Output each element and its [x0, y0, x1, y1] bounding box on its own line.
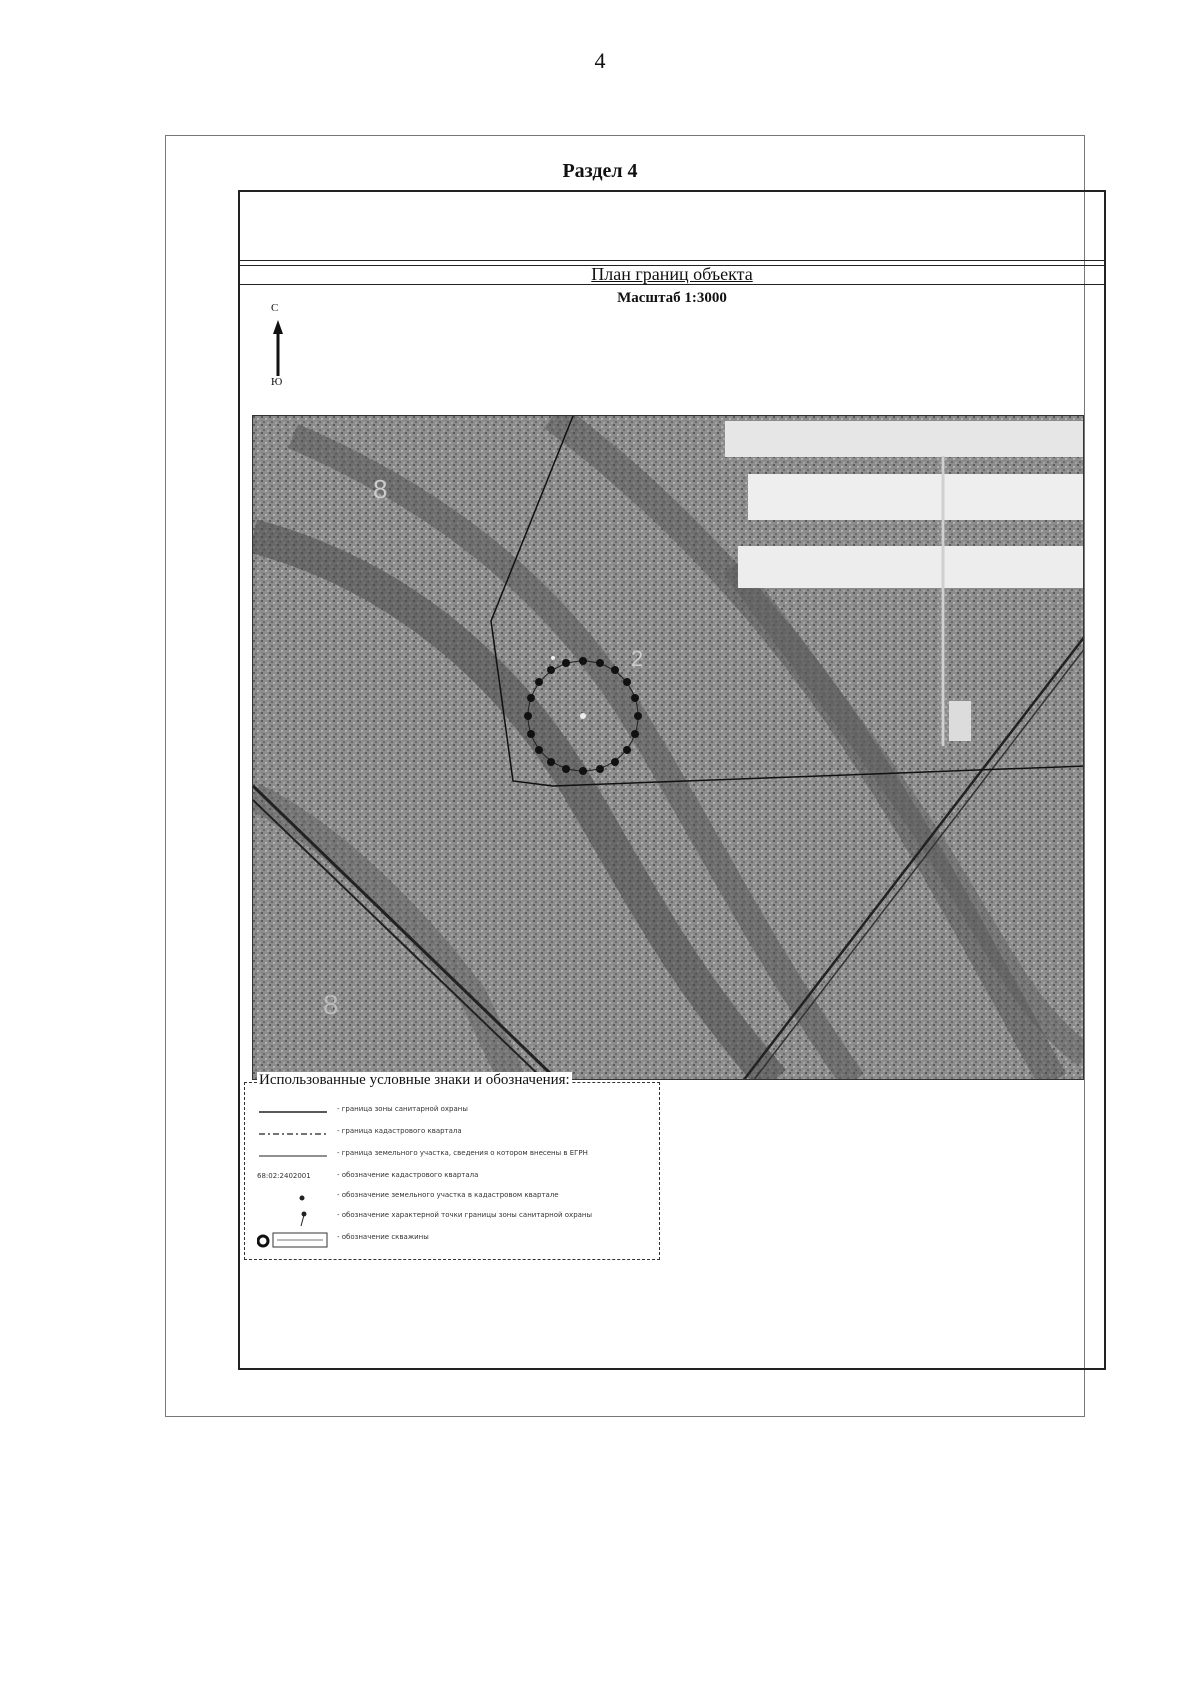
map-label-8-top: 8 [373, 474, 388, 504]
legend-item-text: - граница кадастрового квартала [337, 1127, 462, 1135]
legend-title: Использованные условные знаки и обозначения: [259, 1072, 570, 1088]
aerial-map [252, 415, 1084, 1080]
south-label: Ю [271, 376, 283, 388]
legend-item-text: - граница земельного участка, сведения о котором внесены в ЕГРН [337, 1149, 588, 1157]
line-solid-icon [257, 1103, 331, 1121]
map-graphic [253, 416, 1084, 1080]
legend-item [245, 1169, 661, 1187]
legend-code: 68:02:2402001 [257, 1172, 311, 1180]
well-icon [257, 1231, 331, 1249]
legend-item-text: - обозначение скважины [337, 1233, 429, 1241]
plan-rule [238, 284, 1106, 285]
legend-item-text: - граница зоны санитарной охраны [337, 1105, 468, 1113]
legend-item [245, 1103, 661, 1121]
map-label-2: 2 [631, 646, 644, 671]
legend-item [245, 1125, 661, 1143]
legend-item [245, 1231, 661, 1249]
legend-item-text: - обозначение земельного участка в кадастровом квартале [337, 1191, 559, 1199]
map-label-8-bottom: 8 [323, 989, 339, 1020]
legend-item [245, 1147, 661, 1165]
point-icon [257, 1209, 331, 1227]
legend [244, 1072, 660, 1260]
plan-title-text: План границ объекта [591, 264, 753, 284]
legend-item [245, 1189, 661, 1207]
dot-icon [257, 1189, 331, 1207]
section-title: Раздел 4 [562, 160, 638, 182]
line-solid-thin-icon [257, 1147, 331, 1165]
scale-label: Масштаб 1:3000 [617, 290, 727, 306]
north-label: С [271, 302, 279, 314]
line-dashed-icon [257, 1125, 331, 1143]
legend-item [245, 1209, 661, 1227]
legend-item-text: - обозначение кадастрового квартала [337, 1171, 479, 1179]
page-number: 4 [594, 48, 606, 73]
north-arrow-icon [268, 302, 288, 392]
legend-item-text: - обозначение характерной точки границы зоны санитарной охраны [337, 1211, 593, 1219]
plan-title [238, 264, 1106, 285]
